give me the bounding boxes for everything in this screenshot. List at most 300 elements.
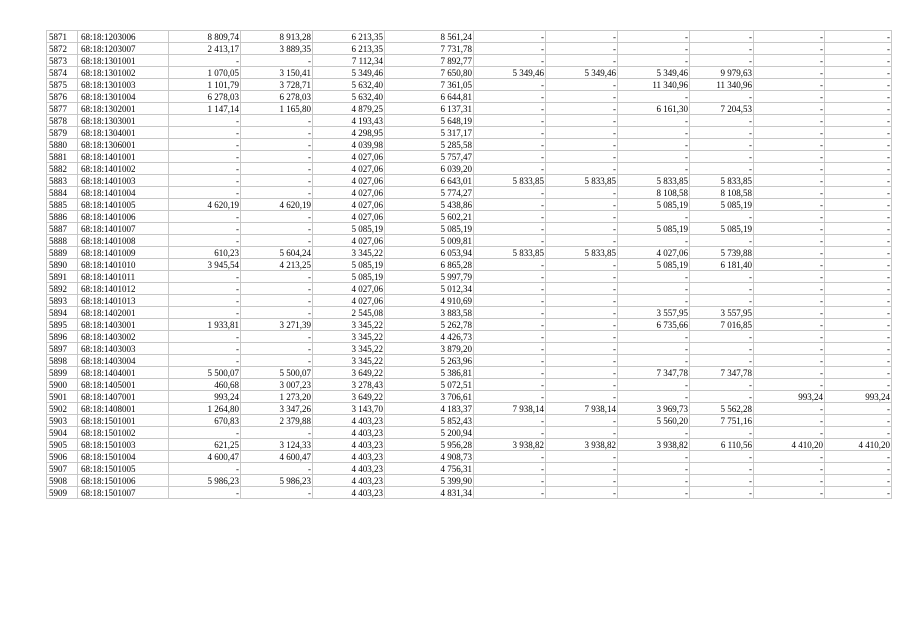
value-cell-4: 5 386,81 <box>385 367 474 379</box>
value-cell-7: 5 085,19 <box>618 199 690 211</box>
value-cell-10: - <box>825 55 892 67</box>
row-number-cell: 5903 <box>47 415 78 427</box>
value-cell-7: 8 108,58 <box>618 187 690 199</box>
cadastral-number-cell: 68:18:1302001 <box>78 103 169 115</box>
value-cell-9: - <box>754 247 825 259</box>
table-row <box>47 439 892 451</box>
value-cell-4: 6 053,94 <box>385 247 474 259</box>
value-cell-2: 1 273,20 <box>241 391 313 403</box>
value-cell-3: 5 085,19 <box>313 259 385 271</box>
value-cell-4: 5 399,90 <box>385 475 474 487</box>
value-cell-7: - <box>618 463 690 475</box>
row-number-cell: 5885 <box>47 199 78 211</box>
row-number-cell: 5909 <box>47 487 78 499</box>
value-cell-1: - <box>169 175 241 187</box>
value-cell-8: 7 204,53 <box>690 103 754 115</box>
value-cell-6: 7 938,14 <box>546 403 618 415</box>
table-row <box>47 319 892 331</box>
row-number-cell: 5897 <box>47 343 78 355</box>
value-cell-6: - <box>546 139 618 151</box>
value-cell-9: - <box>754 427 825 439</box>
value-cell-2: - <box>241 343 313 355</box>
value-cell-7: - <box>618 271 690 283</box>
value-cell-2: - <box>241 175 313 187</box>
value-cell-6: - <box>546 343 618 355</box>
cadastral-number-cell: 68:18:1401009 <box>78 247 169 259</box>
value-cell-4: 7 361,05 <box>385 79 474 91</box>
value-cell-5: - <box>474 271 546 283</box>
value-cell-3: 5 632,40 <box>313 79 385 91</box>
value-cell-9: - <box>754 403 825 415</box>
value-cell-10: - <box>825 67 892 79</box>
cadastral-number-cell: 68:18:1501006 <box>78 475 169 487</box>
value-cell-2: - <box>241 127 313 139</box>
value-cell-4: 5 263,96 <box>385 355 474 367</box>
value-cell-6: - <box>546 271 618 283</box>
value-cell-7: - <box>618 163 690 175</box>
value-cell-2: - <box>241 487 313 499</box>
value-cell-3: 4 403,23 <box>313 451 385 463</box>
value-cell-2: - <box>241 211 313 223</box>
value-cell-8: - <box>690 427 754 439</box>
table-row <box>47 355 892 367</box>
table-row <box>47 283 892 295</box>
value-cell-5: - <box>474 151 546 163</box>
table-row <box>47 43 892 55</box>
value-cell-3: 4 027,06 <box>313 175 385 187</box>
value-cell-9: - <box>754 475 825 487</box>
value-cell-9: - <box>754 331 825 343</box>
value-cell-2: 3 347,26 <box>241 403 313 415</box>
row-number-cell: 5878 <box>47 115 78 127</box>
value-cell-10: - <box>825 211 892 223</box>
value-cell-8: 8 108,58 <box>690 187 754 199</box>
value-cell-4: 4 910,69 <box>385 295 474 307</box>
value-cell-9: - <box>754 79 825 91</box>
table-row <box>47 379 892 391</box>
value-cell-8: - <box>690 295 754 307</box>
row-number-cell: 5876 <box>47 91 78 103</box>
cadastral-number-cell: 68:18:1403003 <box>78 343 169 355</box>
value-cell-10: 993,24 <box>825 391 892 403</box>
value-cell-2: - <box>241 139 313 151</box>
cadastral-number-cell: 68:18:1501004 <box>78 451 169 463</box>
value-cell-1: - <box>169 115 241 127</box>
value-cell-4: 6 137,31 <box>385 103 474 115</box>
value-cell-2: 5 500,07 <box>241 367 313 379</box>
value-cell-4: 5 009,81 <box>385 235 474 247</box>
value-cell-4: 5 262,78 <box>385 319 474 331</box>
cadastral-number-cell: 68:18:1405001 <box>78 379 169 391</box>
row-number-cell: 5900 <box>47 379 78 391</box>
cadastral-number-cell: 68:18:1501002 <box>78 427 169 439</box>
value-cell-4: 5 012,34 <box>385 283 474 295</box>
value-cell-2: - <box>241 223 313 235</box>
data-table <box>46 30 892 499</box>
value-cell-9: - <box>754 379 825 391</box>
table-row <box>47 343 892 355</box>
cadastral-number-cell: 68:18:1303001 <box>78 115 169 127</box>
value-cell-4: 3 883,58 <box>385 307 474 319</box>
value-cell-4: 7 892,77 <box>385 55 474 67</box>
value-cell-4: 4 426,73 <box>385 331 474 343</box>
value-cell-2: 5 986,23 <box>241 475 313 487</box>
value-cell-4: 5 757,47 <box>385 151 474 163</box>
value-cell-4: 6 865,28 <box>385 259 474 271</box>
value-cell-5: - <box>474 199 546 211</box>
value-cell-7: - <box>618 151 690 163</box>
value-cell-5: 7 938,14 <box>474 403 546 415</box>
value-cell-1: 621,25 <box>169 439 241 451</box>
cadastral-number-cell: 68:18:1401006 <box>78 211 169 223</box>
table-row <box>47 163 892 175</box>
value-cell-8: 6 181,40 <box>690 259 754 271</box>
value-cell-8: 5 739,88 <box>690 247 754 259</box>
row-number-cell: 5904 <box>47 427 78 439</box>
value-cell-7: - <box>618 283 690 295</box>
value-cell-1: 993,24 <box>169 391 241 403</box>
row-number-cell: 5893 <box>47 295 78 307</box>
value-cell-4: 4 831,34 <box>385 487 474 499</box>
value-cell-2: - <box>241 235 313 247</box>
value-cell-7: 4 027,06 <box>618 247 690 259</box>
value-cell-3: 4 403,23 <box>313 439 385 451</box>
value-cell-2: - <box>241 187 313 199</box>
value-cell-8: - <box>690 127 754 139</box>
value-cell-6: - <box>546 115 618 127</box>
value-cell-9: - <box>754 451 825 463</box>
value-cell-1: 1 101,79 <box>169 79 241 91</box>
row-number-cell: 5873 <box>47 55 78 67</box>
value-cell-3: 4 403,23 <box>313 427 385 439</box>
value-cell-2: 4 213,25 <box>241 259 313 271</box>
value-cell-5: 3 938,82 <box>474 439 546 451</box>
value-cell-5: - <box>474 223 546 235</box>
value-cell-3: 4 039,98 <box>313 139 385 151</box>
table-row <box>47 199 892 211</box>
value-cell-8: - <box>690 391 754 403</box>
value-cell-3: 5 632,40 <box>313 91 385 103</box>
value-cell-5: 5 349,46 <box>474 67 546 79</box>
value-cell-9: - <box>754 283 825 295</box>
value-cell-10: - <box>825 91 892 103</box>
value-cell-10: - <box>825 103 892 115</box>
value-cell-9: - <box>754 223 825 235</box>
value-cell-10: - <box>825 451 892 463</box>
value-cell-5: - <box>474 355 546 367</box>
value-cell-3: 4 403,23 <box>313 475 385 487</box>
table-row <box>47 235 892 247</box>
value-cell-7: - <box>618 31 690 43</box>
value-cell-2: 1 165,80 <box>241 103 313 115</box>
value-cell-10: - <box>825 427 892 439</box>
value-cell-4: 5 956,28 <box>385 439 474 451</box>
row-number-cell: 5882 <box>47 163 78 175</box>
table-row <box>47 463 892 475</box>
value-cell-6: - <box>546 367 618 379</box>
cadastral-number-cell: 68:18:1203007 <box>78 43 169 55</box>
value-cell-3: 4 193,43 <box>313 115 385 127</box>
value-cell-5: - <box>474 379 546 391</box>
value-cell-5: - <box>474 103 546 115</box>
cadastral-number-cell: 68:18:1403001 <box>78 319 169 331</box>
row-number-cell: 5890 <box>47 259 78 271</box>
value-cell-1: - <box>169 343 241 355</box>
value-cell-9: - <box>754 163 825 175</box>
value-cell-6: - <box>546 151 618 163</box>
value-cell-9: 993,24 <box>754 391 825 403</box>
value-cell-6: - <box>546 355 618 367</box>
value-cell-10: - <box>825 295 892 307</box>
value-cell-5: 5 833,85 <box>474 247 546 259</box>
value-cell-9: - <box>754 295 825 307</box>
value-cell-2: - <box>241 55 313 67</box>
value-cell-5: - <box>474 283 546 295</box>
value-cell-2: 4 620,19 <box>241 199 313 211</box>
value-cell-10: - <box>825 223 892 235</box>
value-cell-6: - <box>546 379 618 391</box>
value-cell-8: - <box>690 115 754 127</box>
row-number-cell: 5884 <box>47 187 78 199</box>
value-cell-3: 5 085,19 <box>313 271 385 283</box>
value-cell-9: 4 410,20 <box>754 439 825 451</box>
table-row <box>47 103 892 115</box>
cadastral-number-cell: 68:18:1301004 <box>78 91 169 103</box>
cadastral-number-cell: 68:18:1403002 <box>78 331 169 343</box>
value-cell-6: - <box>546 223 618 235</box>
table-row <box>47 55 892 67</box>
value-cell-5: - <box>474 415 546 427</box>
value-cell-7: 6 735,66 <box>618 319 690 331</box>
value-cell-7: - <box>618 451 690 463</box>
table-row <box>47 307 892 319</box>
value-cell-2: 3 124,33 <box>241 439 313 451</box>
value-cell-8: - <box>690 151 754 163</box>
value-cell-1: - <box>169 187 241 199</box>
value-cell-8: 7 751,16 <box>690 415 754 427</box>
table-row <box>47 367 892 379</box>
value-cell-9: - <box>754 151 825 163</box>
row-number-cell: 5908 <box>47 475 78 487</box>
value-cell-10: - <box>825 247 892 259</box>
value-cell-10: - <box>825 79 892 91</box>
value-cell-5: - <box>474 319 546 331</box>
value-cell-4: 3 879,20 <box>385 343 474 355</box>
value-cell-6: - <box>546 235 618 247</box>
value-cell-3: 3 143,70 <box>313 403 385 415</box>
value-cell-10: - <box>825 127 892 139</box>
value-cell-6: - <box>546 127 618 139</box>
value-cell-5: - <box>474 91 546 103</box>
value-cell-6: - <box>546 163 618 175</box>
value-cell-5: - <box>474 55 546 67</box>
cadastral-number-cell: 68:18:1401008 <box>78 235 169 247</box>
value-cell-2: 3 150,41 <box>241 67 313 79</box>
table-row <box>47 475 892 487</box>
value-cell-5: - <box>474 307 546 319</box>
value-cell-6: - <box>546 211 618 223</box>
value-cell-8: - <box>690 211 754 223</box>
value-cell-1: - <box>169 331 241 343</box>
value-cell-4: 5 648,19 <box>385 115 474 127</box>
value-cell-1: - <box>169 139 241 151</box>
row-number-cell: 5880 <box>47 139 78 151</box>
value-cell-6: 5 833,85 <box>546 175 618 187</box>
value-cell-5: - <box>474 295 546 307</box>
value-cell-6: - <box>546 55 618 67</box>
value-cell-7: 11 340,96 <box>618 79 690 91</box>
value-cell-9: - <box>754 307 825 319</box>
row-number-cell: 5899 <box>47 367 78 379</box>
table-row <box>47 271 892 283</box>
value-cell-1: 1 264,80 <box>169 403 241 415</box>
value-cell-2: 3 728,71 <box>241 79 313 91</box>
value-cell-7: 5 833,85 <box>618 175 690 187</box>
value-cell-1: 1 070,05 <box>169 67 241 79</box>
cadastral-number-cell: 68:18:1401002 <box>78 163 169 175</box>
value-cell-4: 4 756,31 <box>385 463 474 475</box>
value-cell-9: - <box>754 259 825 271</box>
cadastral-number-cell: 68:18:1501003 <box>78 439 169 451</box>
value-cell-8: 5 833,85 <box>690 175 754 187</box>
value-cell-10: - <box>825 403 892 415</box>
value-cell-10: - <box>825 115 892 127</box>
value-cell-7: - <box>618 343 690 355</box>
cadastral-number-cell: 68:18:1401004 <box>78 187 169 199</box>
value-cell-5: - <box>474 235 546 247</box>
value-cell-6: 3 938,82 <box>546 439 618 451</box>
value-cell-8: - <box>690 343 754 355</box>
row-number-cell: 5898 <box>47 355 78 367</box>
value-cell-10: - <box>825 487 892 499</box>
table-body <box>47 31 892 499</box>
value-cell-5: 5 833,85 <box>474 175 546 187</box>
cadastral-number-cell: 68:18:1401005 <box>78 199 169 211</box>
value-cell-9: - <box>754 355 825 367</box>
cadastral-number-cell: 68:18:1402001 <box>78 307 169 319</box>
value-cell-8: - <box>690 139 754 151</box>
table-row <box>47 91 892 103</box>
value-cell-5: - <box>474 367 546 379</box>
table-row <box>47 187 892 199</box>
value-cell-9: - <box>754 235 825 247</box>
value-cell-6: - <box>546 487 618 499</box>
row-number-cell: 5894 <box>47 307 78 319</box>
value-cell-4: 3 706,61 <box>385 391 474 403</box>
value-cell-10: - <box>825 463 892 475</box>
value-cell-7: - <box>618 391 690 403</box>
row-number-cell: 5902 <box>47 403 78 415</box>
value-cell-10: - <box>825 379 892 391</box>
value-cell-5: - <box>474 43 546 55</box>
value-cell-6: - <box>546 307 618 319</box>
value-cell-7: - <box>618 427 690 439</box>
value-cell-10: - <box>825 199 892 211</box>
value-cell-5: - <box>474 31 546 43</box>
value-cell-1: - <box>169 163 241 175</box>
value-cell-3: 5 085,19 <box>313 223 385 235</box>
table-row <box>47 331 892 343</box>
value-cell-6: - <box>546 295 618 307</box>
value-cell-1: 5 986,23 <box>169 475 241 487</box>
value-cell-9: - <box>754 343 825 355</box>
value-cell-1: 4 600,47 <box>169 451 241 463</box>
value-cell-6: - <box>546 187 618 199</box>
cadastral-number-cell: 68:18:1403004 <box>78 355 169 367</box>
value-cell-10: - <box>825 475 892 487</box>
table-row <box>47 67 892 79</box>
value-cell-2: - <box>241 163 313 175</box>
cadastral-number-cell: 68:18:1301003 <box>78 79 169 91</box>
value-cell-9: - <box>754 367 825 379</box>
value-cell-7: - <box>618 355 690 367</box>
value-cell-8: 9 979,63 <box>690 67 754 79</box>
value-cell-9: - <box>754 175 825 187</box>
value-cell-7: 5 085,19 <box>618 259 690 271</box>
value-cell-1: 6 278,03 <box>169 91 241 103</box>
value-cell-10: - <box>825 307 892 319</box>
value-cell-3: 4 027,06 <box>313 295 385 307</box>
value-cell-9: - <box>754 487 825 499</box>
value-cell-3: 4 027,06 <box>313 211 385 223</box>
value-cell-7: 7 347,78 <box>618 367 690 379</box>
value-cell-9: - <box>754 55 825 67</box>
value-cell-10: - <box>825 319 892 331</box>
value-cell-8: - <box>690 487 754 499</box>
row-number-cell: 5905 <box>47 439 78 451</box>
value-cell-9: - <box>754 103 825 115</box>
value-cell-4: 5 774,27 <box>385 187 474 199</box>
value-cell-3: 4 879,25 <box>313 103 385 115</box>
value-cell-10: - <box>825 331 892 343</box>
cadastral-number-cell: 68:18:1301001 <box>78 55 169 67</box>
value-cell-3: 2 545,08 <box>313 307 385 319</box>
value-cell-8: - <box>690 31 754 43</box>
value-cell-2: 2 379,88 <box>241 415 313 427</box>
value-cell-5: - <box>474 427 546 439</box>
value-cell-4: 5 317,17 <box>385 127 474 139</box>
cadastral-number-cell: 68:18:1203006 <box>78 31 169 43</box>
value-cell-3: 4 403,23 <box>313 463 385 475</box>
value-cell-9: - <box>754 187 825 199</box>
value-cell-1: - <box>169 307 241 319</box>
value-cell-5: - <box>474 343 546 355</box>
value-cell-3: 4 027,06 <box>313 199 385 211</box>
value-cell-8: 5 562,28 <box>690 403 754 415</box>
value-cell-7: 5 560,20 <box>618 415 690 427</box>
value-cell-1: - <box>169 487 241 499</box>
value-cell-5: - <box>474 331 546 343</box>
value-cell-1: - <box>169 211 241 223</box>
row-number-cell: 5877 <box>47 103 78 115</box>
row-number-cell: 5883 <box>47 175 78 187</box>
value-cell-4: 5 285,58 <box>385 139 474 151</box>
value-cell-9: - <box>754 415 825 427</box>
row-number-cell: 5896 <box>47 331 78 343</box>
value-cell-7: - <box>618 211 690 223</box>
table-row <box>47 79 892 91</box>
value-cell-6: - <box>546 31 618 43</box>
value-cell-1: - <box>169 295 241 307</box>
value-cell-5: - <box>474 163 546 175</box>
value-cell-7: 5 085,19 <box>618 223 690 235</box>
value-cell-7: 5 349,46 <box>618 67 690 79</box>
table-row <box>47 223 892 235</box>
value-cell-2: - <box>241 115 313 127</box>
value-cell-4: 7 731,78 <box>385 43 474 55</box>
table-row <box>47 259 892 271</box>
value-cell-9: - <box>754 31 825 43</box>
